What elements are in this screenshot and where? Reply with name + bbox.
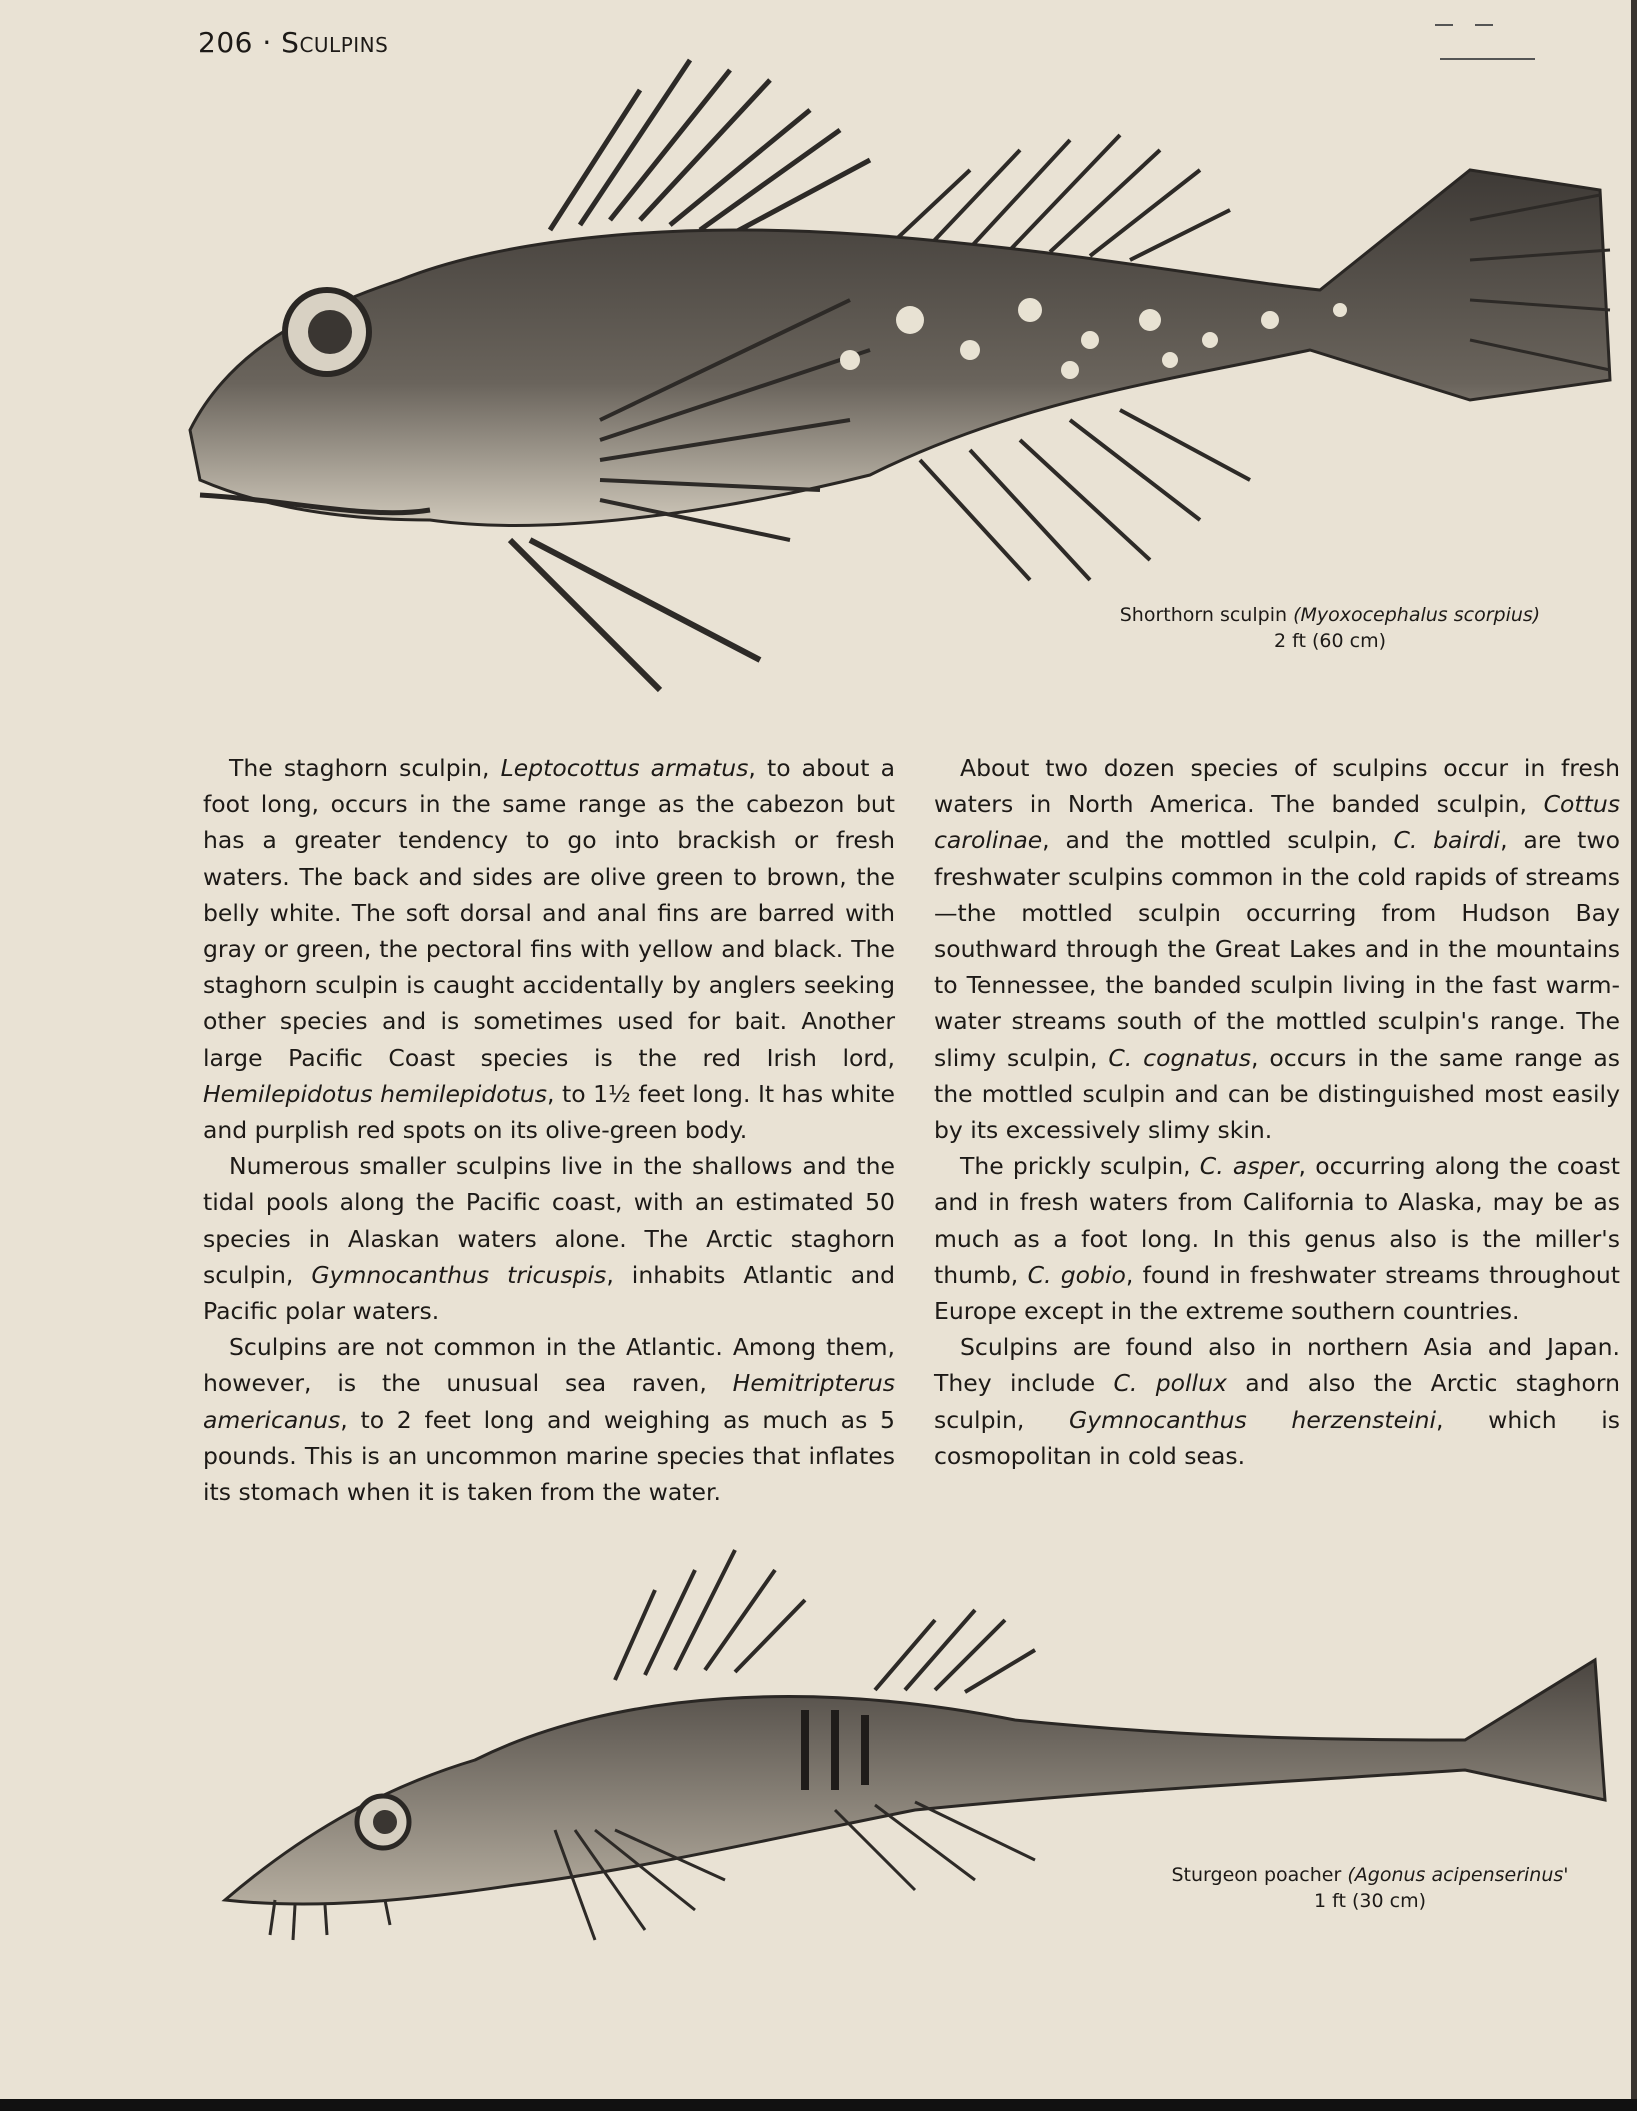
pelvic-fin [510,540,760,690]
eye [357,1796,409,1848]
paragraph [934,1148,1620,1329]
text-run: Numerous smaller sculpins live in the shallows and the tidal pools along the Pacific coast, with an estimated 50 species in Alaskan waters alone. The Arctic staghorn sculpin, [203,1152,895,1289]
text-run: , inhabits Atlantic and Pacific polar waters. [203,1260,895,1326]
first-dorsal-fin [550,60,870,235]
paragraph [934,750,1620,1148]
species-name: Hemitripterus americanus [203,1369,895,1434]
text-run: , found in freshwater streams throughout Europe except in the extreme southern countries. [934,1260,1620,1326]
species-name: C. gobio [1027,1260,1126,1289]
species-name: C. cognatus [1108,1043,1252,1072]
text-run: , to 1½ feet long. It has white and purplish red spots on its olive-green body. [203,1079,895,1145]
caption-common-name: Shorthorn sculpin [1119,604,1288,626]
second-dorsal-fin [875,1610,1035,1692]
paragraph [203,750,895,1148]
caption-latin-name: (Agonus acipenserinus' [1347,1864,1569,1886]
text-run: , are two freshwater sculpins common in the cold rapids of streams—the mottled sculpin occurring from Hudson Bay southward through the Great Lakes and in the mountains to Tennessee, the banded sculpin living in the fast warm-water streams south of the mottled sculpin's range. The slimy sculpin, [934,826,1620,1072]
species-name: Gymnocanthus tricuspis [311,1260,607,1289]
right-column [934,750,1620,1474]
caption-latin-name: (Myoxocephalus scorpius) [1293,604,1541,626]
text-run: , occurs in the same range as the mottled sculpin and can be distinguished most easily by its excessively slimy skin. [934,1043,1620,1145]
species-name: Hemilepidotus hemilepidotus [203,1079,547,1108]
scan-edge [1631,0,1637,2111]
separator: · [262,26,272,59]
text-run: , to 2 feet long and weighing as much as 5 pounds. This is an uncommon marine species that inflates its stomach when it is taken from the water. [203,1405,895,1507]
caption-size: 1 ft (30 cm) [1314,1890,1426,1912]
page-number: 206 [198,26,253,59]
caption-size: 2 ft (60 cm) [1274,630,1386,652]
paragraph [203,1148,895,1329]
text-run: , which is cosmopolitan in cold seas. [934,1405,1621,1470]
species-name: C. bairdi [1393,826,1501,855]
text-run: , to about a foot long, occurs in the same range as the cabezon but has a greater tendency to go into brackish or fresh waters. The back and sides are olive green to brown, the belly white. The soft dorsal and anal fins are barred with gray or green, the pectoral fins with yellow and black. The staghorn sculpin is caught accidentally by anglers seeking other species and is sometimes used for bait. Another large Pacific Coast species is the red Irish lord, [203,754,895,1072]
paragraph [934,1329,1620,1474]
caption-common-name: Sturgeon poacher [1171,1864,1342,1886]
text-run: and also the Arctic staghorn sculpin, [934,1369,1620,1434]
species-name: Gymnocanthus herzensteini [1069,1405,1437,1434]
anal-fin [920,410,1250,580]
eye [285,290,369,374]
species-name: Cottus carolinae [934,790,1620,855]
text-run: The staghorn sculpin, [229,754,501,782]
text-run: About two dozen species of sculpins occur in fresh waters in North America. The banded sculpin, [934,754,1620,819]
scan-edge [0,2099,1637,2111]
paragraph [203,1329,895,1510]
shorthorn-caption [1090,602,1570,654]
text-run: , and the mottled sculpin, [1042,826,1394,855]
text-run: Sculpins are found also in northern Asia and Japan. They include [934,1333,1620,1398]
species-name: Leptocottus armatus [500,754,749,782]
first-dorsal-fin [615,1550,805,1680]
barbels [270,1900,390,1940]
text-run: , occurring along the coast and in fresh waters from California to Alaska, may be as much as a foot long. In this genus also is the miller's thumb, [934,1152,1621,1289]
text-run: Sculpins are not common in the Atlantic. Among them, however, is the unusual sea raven, [203,1333,895,1398]
fish-body [190,170,1610,525]
species-name: C. pollux [1113,1369,1227,1398]
left-column [203,750,895,1510]
sturgeon-poacher-caption [1150,1862,1590,1914]
section-title: Sculpins [281,26,389,59]
species-name: C. asper [1199,1152,1299,1181]
text-run: The prickly sculpin, [960,1152,1200,1181]
